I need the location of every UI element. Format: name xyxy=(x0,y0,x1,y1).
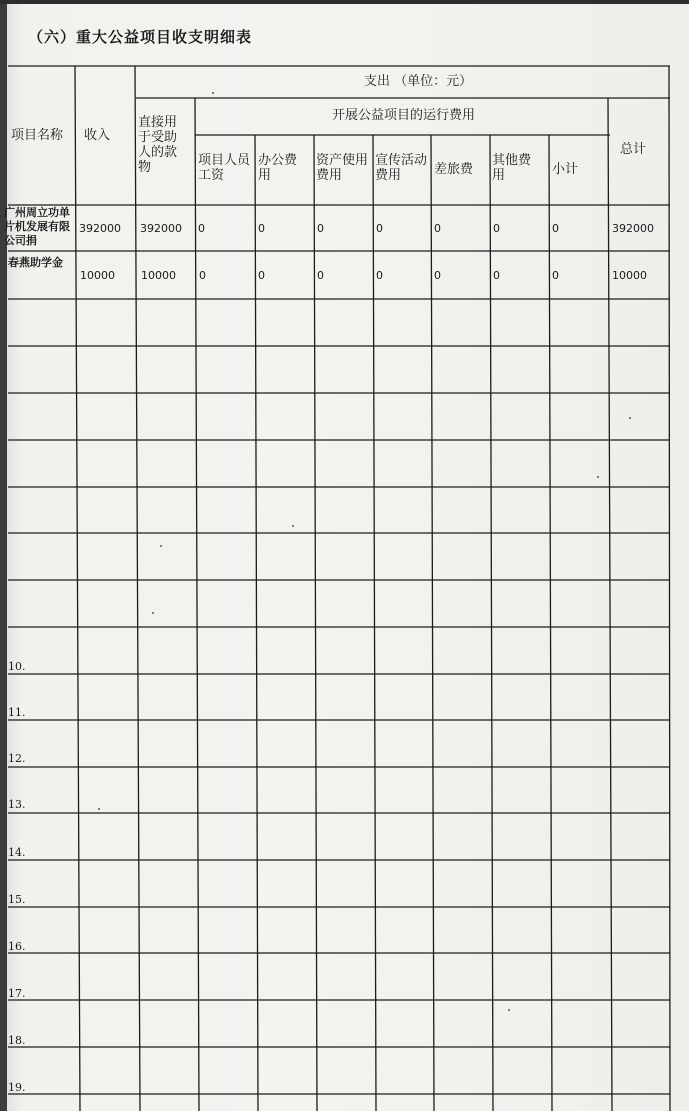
total-header: 总计 xyxy=(620,142,647,157)
row-project-name: 春燕助学金 xyxy=(8,256,63,269)
page-title: （六）重大公益项目收支明细表 xyxy=(28,28,253,46)
row-promotion: 0 xyxy=(376,222,383,235)
promotion-header: 宣传活动费用 xyxy=(375,153,428,183)
row-other-fee: 0 xyxy=(493,222,500,235)
project-name-header: 项目名称 xyxy=(10,128,63,143)
row-number: 16. xyxy=(8,940,26,953)
row-project-name: 广州周立功单片机发展有限公司捐 xyxy=(4,206,70,247)
row-number: 13. xyxy=(8,798,26,811)
row-travel: 0 xyxy=(434,269,441,282)
travel-header: 差旅费 xyxy=(434,162,474,177)
scan-speck xyxy=(212,92,214,94)
row-number: 15. xyxy=(8,893,26,906)
subtotal-header: 小计 xyxy=(552,162,579,177)
row-asset-use: 0 xyxy=(317,222,324,235)
row-number: 12. xyxy=(8,752,26,765)
row-subtotal: 0 xyxy=(552,222,559,235)
income-header: 收入 xyxy=(84,128,111,143)
row-number: 19. xyxy=(8,1081,26,1094)
operating-cost-group-header: 开展公益项目的运行费用 xyxy=(332,108,476,123)
other-fee-header: 其他费用 xyxy=(492,153,532,183)
row-office-fee: 0 xyxy=(258,269,265,282)
row-direct-aid: 392000 xyxy=(140,222,182,235)
scan-speck xyxy=(98,808,100,810)
scan-speck xyxy=(292,525,294,527)
row-number: 11. xyxy=(8,706,26,719)
staff-salary-header: 项目人员工资 xyxy=(198,153,251,183)
row-number: 10. xyxy=(8,660,26,673)
row-staff-salary: 0 xyxy=(198,222,205,235)
row-subtotal: 0 xyxy=(552,269,559,282)
row-asset-use: 0 xyxy=(317,269,324,282)
row-total: 392000 xyxy=(612,222,654,235)
row-number: 18. xyxy=(8,1034,26,1047)
row-travel: 0 xyxy=(434,222,441,235)
row-number: 17. xyxy=(8,987,26,1000)
row-direct-aid: 10000 xyxy=(141,269,176,282)
scan-speck xyxy=(508,1009,510,1011)
office-fee-header: 办公费用 xyxy=(258,153,298,183)
row-office-fee: 0 xyxy=(258,222,265,235)
row-promotion: 0 xyxy=(376,269,383,282)
scan-speck xyxy=(152,612,154,614)
scan-speck xyxy=(597,476,599,478)
row-total: 10000 xyxy=(612,269,647,282)
scan-speck xyxy=(629,417,631,419)
scan-speck xyxy=(160,545,162,547)
direct-aid-header: 直接用于受助人的款物 xyxy=(138,115,178,175)
asset-use-header: 资产使用费用 xyxy=(316,153,369,183)
row-other-fee: 0 xyxy=(493,269,500,282)
row-income: 10000 xyxy=(80,269,115,282)
row-income: 392000 xyxy=(79,222,121,235)
expenditure-group-header: 支出 （单位：元） xyxy=(364,74,473,89)
row-staff-salary: 0 xyxy=(199,269,206,282)
row-number: 14. xyxy=(8,846,26,859)
